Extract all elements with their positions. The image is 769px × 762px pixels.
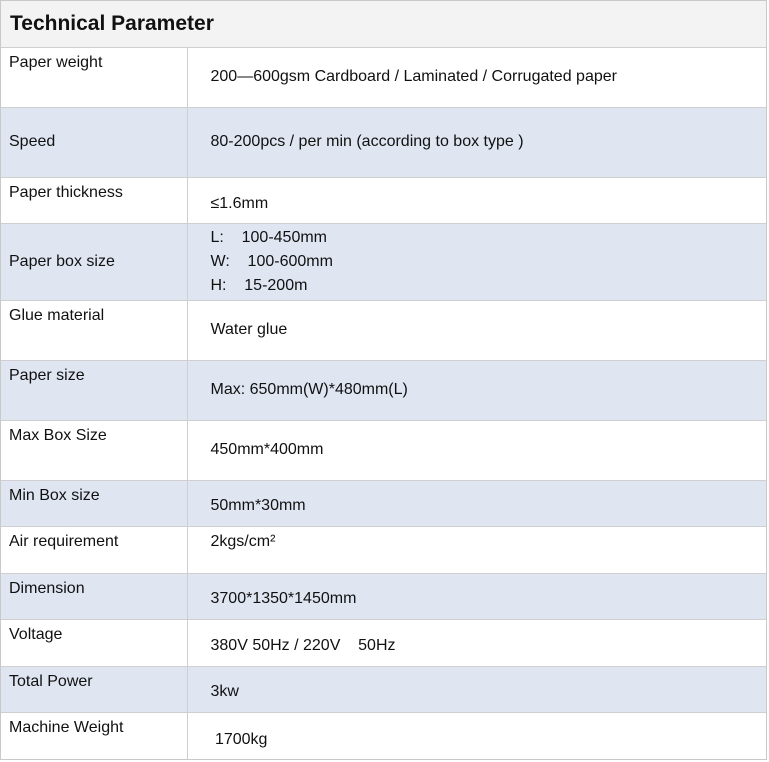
table-row [1, 712, 766, 759]
row-label: Total Power [1, 666, 187, 712]
parameter-table [1, 48, 766, 759]
row-value: 380V 50Hz / 220V 50Hz [187, 619, 766, 666]
table-row [1, 666, 766, 712]
row-label: Paper box size [1, 223, 187, 300]
row-label: Speed [1, 107, 187, 177]
row-value: 3700*1350*1450mm [187, 573, 766, 619]
table-row [1, 526, 766, 573]
table-row [1, 300, 766, 360]
table-row [1, 360, 766, 420]
row-label: Voltage [1, 619, 187, 666]
row-value: ≤1.6mm [187, 177, 766, 223]
box-length: L: 100-450mm [210, 228, 327, 246]
row-label: Glue material [1, 300, 187, 360]
row-label: Machine Weight [1, 712, 187, 759]
table-row [1, 420, 766, 480]
row-label: Min Box size [1, 480, 187, 526]
row-value: 200—600gsm Cardboard / Laminated / Corrugated paper [210, 68, 617, 86]
table-row [1, 177, 766, 223]
table-row [1, 619, 766, 666]
row-label: Dimension [1, 573, 187, 619]
table-title: Technical Parameter [1, 1, 766, 48]
row-value: 3kw [187, 666, 766, 712]
row-value: Water glue [187, 300, 766, 360]
row-label: Max Box Size [1, 420, 187, 480]
row-label: Paper size [1, 360, 187, 420]
row-label: Air requirement [1, 526, 187, 573]
row-value: 450mm*400mm [187, 420, 766, 480]
row-value-group [187, 223, 766, 300]
box-height: H: 15-200m [210, 276, 308, 294]
table-row [1, 48, 766, 107]
row-value: 1700kg [187, 712, 766, 759]
row-value: 50mm*30mm [187, 480, 766, 526]
row-label: Paper weight [1, 48, 187, 107]
row-value: 80-200pcs / per min (according to box type ) [187, 107, 766, 177]
row-value: 2kgs/cm² [187, 526, 766, 573]
table-row [1, 480, 766, 526]
box-width: W: 100-600mm [210, 252, 333, 270]
row-label: Paper thickness [1, 177, 187, 223]
table-row [1, 107, 766, 177]
row-value: Max: 650mm(W)*480mm(L) [187, 360, 766, 420]
table-row [1, 223, 766, 300]
table-row [1, 573, 766, 619]
